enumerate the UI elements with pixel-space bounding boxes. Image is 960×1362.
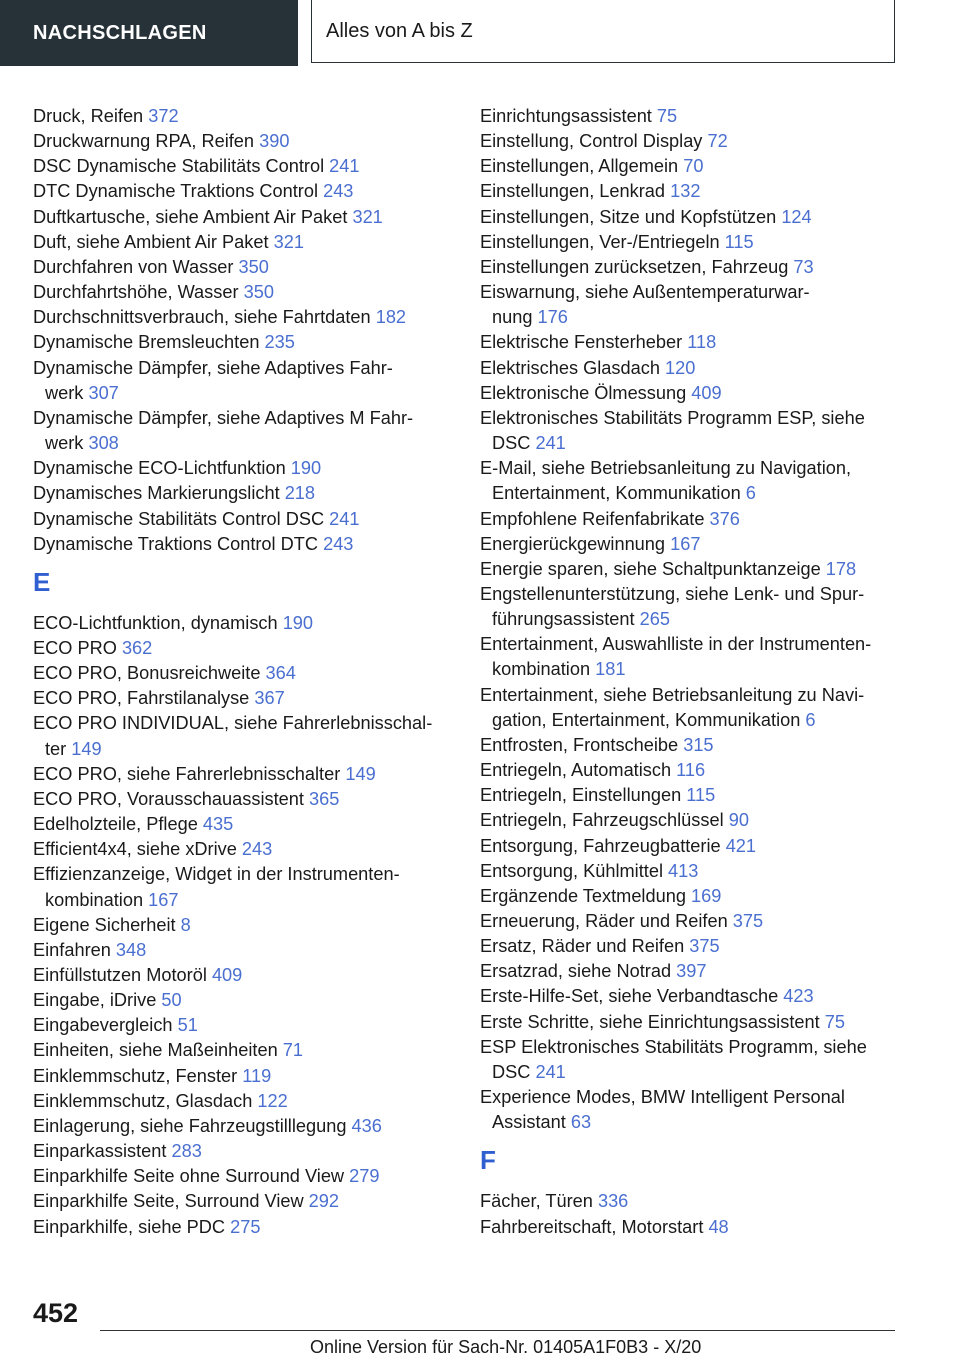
index-entry	[480, 406, 930, 456]
index-entry-text: DTC Dynamische Traktions Control	[33, 181, 324, 202]
index-entry	[33, 787, 473, 812]
index-entry-text: Einrichtungsassistent	[480, 106, 657, 126]
index-entry	[480, 154, 930, 179]
index-entry	[33, 661, 473, 686]
index-entry	[480, 330, 930, 355]
index-entry-text: Entsorgung, Fahrzeugbatterie	[480, 835, 726, 856]
index-entry-text: DSC	[492, 433, 536, 454]
index-entry	[33, 812, 473, 837]
chapter-title: Alles von A bis Z	[311, 0, 895, 63]
index-entry-text: ESP Elektronisches Stabilitäts Programm, siehe	[480, 1036, 867, 1057]
index-letter-heading: E	[33, 566, 51, 597]
index-entry-text: DSC	[492, 1061, 536, 1082]
index-entry-text: DSC Dynamische Stabilitäts Control	[33, 156, 330, 177]
page-reference-link[interactable]: 409	[691, 382, 722, 403]
index-entry	[33, 1189, 473, 1214]
page-reference-link[interactable]: 375	[732, 911, 764, 931]
index-entry-text: nung	[492, 307, 538, 328]
page-reference-link[interactable]: 376	[709, 508, 740, 529]
page-reference-link[interactable]: 75	[824, 1011, 845, 1032]
section-tab: NACHSCHLAGEN	[0, 0, 298, 66]
index-entry-text: Eiswarnung, siehe Außentemperaturwar-	[480, 282, 810, 303]
index-entry	[33, 129, 473, 154]
index-entry	[480, 230, 930, 255]
index-entry-text: Eingabe, iDrive	[33, 990, 162, 1011]
index-entry-text: Entertainment, Auswahlliste in der Instrumenten-	[480, 634, 872, 655]
page-reference-link[interactable]: 362	[121, 637, 153, 658]
index-entry-text: werk	[45, 382, 89, 403]
page-reference-link[interactable]: 435	[202, 814, 234, 835]
index-entry	[480, 104, 930, 129]
index-entry-text: Erste-Hilfe-Set, siehe Verbandtasche	[480, 986, 784, 1007]
index-entry-text: Einlagerung, siehe Fahrzeugstilllegung	[33, 1115, 352, 1136]
index-entry-text: Effizienzanzeige, Widget in der Instrumenten-	[33, 864, 400, 885]
index-entry-text: Einstellungen, Lenkrad	[480, 181, 671, 202]
page-number: 452	[33, 1298, 79, 1328]
index-entry	[480, 557, 930, 582]
page-reference-link[interactable]: 167	[670, 533, 701, 554]
page-reference-link[interactable]: 6	[745, 483, 756, 504]
index-entry-text: gation, Entertainment, Kommunikation	[492, 709, 806, 730]
index-entry	[480, 255, 930, 280]
page-reference-link[interactable]: 348	[115, 939, 147, 960]
index-entry	[33, 938, 473, 963]
page-reference-link[interactable]: 48	[708, 1216, 729, 1237]
index-entry	[33, 611, 473, 636]
index-entry-text: Entriegeln, Automatisch	[480, 760, 677, 781]
index-entry	[480, 205, 930, 230]
index-entry	[33, 179, 473, 204]
index-entry-text: Elektrisches Glasdach	[480, 357, 665, 378]
index-entry	[33, 230, 473, 255]
index-entry-text: Entertainment, Kommunikation	[492, 483, 746, 504]
index-entry	[480, 381, 930, 406]
index-entry-text: Druck, Reifen	[33, 106, 149, 126]
index-entry-text: Einparkassistent	[33, 1141, 172, 1162]
index-entry-text: Dynamische Bremsleuchten	[33, 332, 265, 353]
index-entry-text: Durchfahrtshöhe, Wasser	[33, 282, 244, 303]
index-letter-heading: F	[480, 1145, 496, 1176]
index-entry	[33, 406, 473, 456]
index-entry	[33, 711, 473, 761]
page-reference-link[interactable]: 124	[781, 206, 812, 227]
index-entry-text: werk	[45, 433, 89, 454]
page-reference-link[interactable]: 122	[257, 1090, 288, 1111]
footer-divider	[100, 1330, 895, 1331]
page-reference-link[interactable]: 397	[676, 961, 707, 982]
index-entry-text: Ersatzrad, siehe Notrad	[480, 961, 677, 982]
index-entry	[33, 1064, 473, 1089]
page-reference-link[interactable]: 182	[375, 307, 407, 328]
index-entry-text: E-Mail, siehe Betriebsanleitung zu Navigation,	[480, 458, 852, 479]
index-entry	[480, 1215, 930, 1240]
page-reference-link[interactable]: 241	[535, 1061, 566, 1082]
index-entry	[480, 934, 930, 959]
index-entry-text: Entertainment, siehe Betriebsanleitung zu Navi-	[480, 684, 865, 705]
page-reference-link[interactable]: 241	[535, 433, 566, 454]
index-entry	[33, 104, 473, 129]
index-entry	[33, 1013, 473, 1038]
index-entry-text: Entriegeln, Fahrzeugschlüssel	[480, 810, 729, 831]
index-entry	[480, 456, 930, 506]
index-entry-text: Erneuerung, Räder und Reifen	[480, 911, 733, 931]
index-entry	[480, 1035, 930, 1085]
index-entry-text: Elektronische Ölmessung	[480, 382, 692, 403]
page-reference-link[interactable]: 292	[308, 1191, 340, 1212]
index-entry-text: kombination	[45, 889, 149, 910]
page-reference-link[interactable]: 50	[161, 990, 182, 1011]
page-reference-link[interactable]: 243	[323, 181, 354, 202]
index-entry-text: Einklemmschutz, Glasdach	[33, 1090, 258, 1111]
index-entry-text: Durchschnittsverbrauch, siehe Fahrtdaten	[33, 307, 376, 328]
page-reference-link[interactable]: 176	[537, 307, 568, 328]
index-entry-text: Engstellenunterstützung, siehe Lenk- und Spur-	[480, 583, 865, 604]
index-entry	[33, 1089, 473, 1114]
page-reference-link[interactable]: 90	[728, 810, 749, 831]
page-reference-link[interactable]: 315	[683, 734, 714, 755]
page-reference-link[interactable]: 6	[805, 709, 816, 730]
index-entry-text: Assistant	[492, 1112, 571, 1133]
page-reference-link[interactable]: 132	[670, 181, 701, 202]
index-entry-text: Fächer, Türen	[480, 1191, 598, 1212]
index-entry-text: Einstellungen, Ver-/Entriegeln	[480, 231, 725, 252]
index-entry	[480, 758, 930, 783]
page-reference-link[interactable]: 265	[639, 609, 670, 630]
index-entry	[33, 330, 473, 355]
page-reference-link[interactable]: 149	[345, 763, 376, 784]
index-entry-text: Elektrische Fensterheber	[480, 332, 688, 353]
page-reference-link[interactable]: 167	[148, 889, 179, 910]
page-reference-link[interactable]: 181	[595, 659, 626, 680]
index-entry-text: ECO PRO, siehe Fahrerlebnisschalter	[33, 763, 346, 784]
index-entry	[33, 456, 473, 481]
index-entry-text: Erste Schritte, siehe Einrichtungsassistent	[480, 1011, 825, 1032]
page-reference-link[interactable]: 71	[282, 1040, 303, 1061]
index-entry	[33, 636, 473, 661]
page-reference-link[interactable]: 115	[724, 231, 754, 252]
index-entry-text: ECO PRO	[33, 637, 122, 658]
page-reference-link[interactable]: 75	[656, 106, 678, 126]
page-reference-link[interactable]: 120	[664, 357, 696, 378]
index-entry-text: Experience Modes, BMW Intelligent Personal	[480, 1087, 845, 1108]
index-entry-text: Einheiten, siehe Maßeinheiten	[33, 1040, 283, 1061]
index-entry-text: Fahrbereitschaft, Motorstart	[480, 1216, 709, 1237]
index-entry-text: ECO PRO, Vorausschauassistent	[33, 788, 309, 809]
page-reference-link[interactable]: 375	[689, 936, 720, 957]
index-entry-text: Dynamische ECO-Lichtfunktion	[33, 458, 291, 479]
index-entry	[33, 963, 473, 988]
index-entry	[480, 683, 930, 733]
page-reference-link[interactable]: 243	[241, 839, 273, 860]
index-entry-text: Einstellungen, Allgemein	[480, 156, 684, 177]
index-entry	[33, 1139, 473, 1164]
page-reference-link[interactable]: 51	[177, 1015, 198, 1036]
index-entry-text: Eigene Sicherheit	[33, 914, 181, 935]
footer-text: Online Version für Sach-Nr. 01405A1F0B3 - X/20	[310, 1337, 702, 1357]
page-reference-link[interactable]: 235	[264, 332, 295, 353]
page-reference-link[interactable]: 321	[352, 206, 383, 227]
index-entry-text: Eingabevergleich	[33, 1015, 178, 1036]
index-entry	[33, 913, 473, 938]
page-reference-link[interactable]: 279	[349, 1166, 380, 1187]
index-entry	[33, 154, 473, 179]
page-reference-link[interactable]: 283	[171, 1141, 202, 1162]
index-entry-text: ECO PRO, Fahrstilanalyse	[33, 688, 255, 709]
page-reference-link[interactable]: 190	[282, 612, 314, 633]
index-entry	[480, 959, 930, 984]
page-reference-link[interactable]: 218	[284, 483, 316, 504]
page-reference-link[interactable]: 241	[329, 156, 360, 177]
index-entry	[33, 532, 473, 557]
index-entry	[480, 507, 930, 532]
index-entry	[33, 1164, 473, 1189]
index-entry-text: Durchfahren von Wasser	[33, 256, 239, 277]
page-reference-link[interactable]: 364	[265, 663, 296, 684]
page-reference-link[interactable]: 275	[230, 1216, 261, 1237]
index-entry	[33, 255, 473, 280]
index-entry-text: kombination	[492, 659, 596, 680]
page-reference-link[interactable]: 149	[71, 738, 102, 759]
index-entry-text: Entsorgung, Kühlmittel	[480, 860, 669, 881]
index-entry-text: Einstellungen zurücksetzen, Fahrzeug	[480, 256, 794, 277]
page-reference-link[interactable]: 321	[273, 231, 304, 252]
page-reference-link[interactable]: 336	[597, 1191, 629, 1212]
index-entry-text: Druckwarnung RPA, Reifen	[33, 131, 260, 152]
page-reference-link[interactable]: 365	[308, 788, 340, 809]
page-reference-link[interactable]: 308	[88, 433, 119, 454]
page-reference-link[interactable]: 8	[180, 914, 191, 935]
page-reference-link[interactable]: 372	[148, 106, 179, 126]
index-entry	[480, 909, 930, 934]
index-entry	[480, 280, 930, 330]
index-entry-text: Ergänzende Textmeldung	[480, 885, 691, 906]
page-reference-link[interactable]: 190	[290, 458, 322, 479]
index-entry	[33, 862, 473, 912]
index-entry	[480, 1085, 930, 1135]
index-entry-text: Duft, siehe Ambient Air Paket	[33, 231, 274, 252]
page-reference-link[interactable]: 390	[259, 131, 290, 152]
page-reference-link[interactable]: 409	[211, 965, 243, 985]
index-entry	[33, 356, 473, 406]
index-entry-text: Einklemmschutz, Fenster	[33, 1065, 243, 1086]
index-entry	[480, 1010, 930, 1035]
index-entry	[480, 179, 930, 204]
index-entry-text: Ersatz, Räder und Reifen	[480, 936, 690, 957]
index-entry	[33, 507, 473, 532]
index-entry-text: Entriegeln, Einstellungen	[480, 785, 687, 806]
index-column-right	[480, 104, 930, 1240]
index-entry-text: Einfüllstutzen Motoröl	[33, 965, 212, 985]
index-entry-text: Entfrosten, Frontscheibe	[480, 734, 684, 755]
page-reference-link[interactable]: 241	[329, 508, 360, 529]
index-entry	[33, 280, 473, 305]
index-entry-text: führungsassistent	[492, 609, 640, 630]
index-entry-text: ECO-Lichtfunktion, dynamisch	[33, 612, 283, 633]
page-reference-link[interactable]: 436	[351, 1115, 382, 1136]
page-reference-link[interactable]: 367	[254, 688, 285, 709]
page-reference-link[interactable]: 169	[690, 885, 722, 906]
page-reference-link[interactable]: 73	[793, 256, 814, 277]
index-entry-text: ECO PRO, Bonusreichweite	[33, 663, 266, 684]
page-reference-link[interactable]: 350	[238, 256, 269, 277]
index-entry	[33, 686, 473, 711]
index-entry	[480, 984, 930, 1009]
index-entry-text: Einparkhilfe Seite ohne Surround View	[33, 1166, 350, 1187]
page-reference-link[interactable]: 70	[683, 156, 704, 177]
index-entry	[480, 808, 930, 833]
page-reference-link[interactable]: 350	[243, 282, 274, 303]
page-reference-link[interactable]: 115	[686, 785, 716, 806]
index-entry-text: Duftkartusche, siehe Ambient Air Paket	[33, 206, 353, 227]
index-entry-text: Einstellung, Control Display	[480, 131, 708, 152]
index-entry-text: Energierückgewinnung	[480, 533, 671, 554]
page-reference-link[interactable]: 119	[242, 1065, 272, 1086]
index-entry	[33, 837, 473, 862]
page-reference-link[interactable]: 116	[676, 760, 706, 781]
index-entry-text: Edelholzteile, Pflege	[33, 814, 203, 835]
index-entry	[480, 733, 930, 758]
index-entry	[33, 762, 473, 787]
index-entry	[480, 582, 930, 632]
index-entry	[480, 129, 930, 154]
index-entry	[33, 1038, 473, 1063]
page-reference-link[interactable]: 307	[88, 382, 119, 403]
index-entry-text: Efficient4x4, siehe xDrive	[33, 839, 242, 860]
index-entry-text: Einparkhilfe, siehe PDC	[33, 1216, 231, 1237]
page-reference-link[interactable]: 423	[783, 986, 814, 1007]
index-entry-text: Empfohlene Reifenfabrikate	[480, 508, 710, 529]
index-entry	[480, 859, 930, 884]
index-entry	[33, 988, 473, 1013]
index-entry-text: Einstellungen, Sitze und Kopfstützen	[480, 206, 782, 227]
index-column-left	[33, 104, 473, 1240]
page-reference-link[interactable]: 421	[725, 835, 757, 856]
index-entry	[480, 834, 930, 859]
index-entry-text: Einparkhilfe Seite, Surround View	[33, 1191, 309, 1212]
index-entry-text: Dynamische Dämpfer, siehe Adaptives Fahr-	[33, 357, 393, 378]
index-entry-text: Einfahren	[33, 939, 116, 960]
index-entry-text: Energie sparen, siehe Schaltpunktanzeige	[480, 558, 826, 579]
index-entry	[33, 481, 473, 506]
index-entry-text: Dynamische Traktions Control DTC	[33, 533, 324, 554]
index-entry	[480, 532, 930, 557]
index-entry-text: Dynamisches Markierungslicht	[33, 483, 285, 504]
index-entry	[33, 1114, 473, 1139]
index-entry	[480, 1189, 930, 1214]
index-entry	[33, 1215, 473, 1240]
index-entry-text: ECO PRO INDIVIDUAL, siehe Fahrerlebnisschal-	[33, 713, 433, 734]
index-entry-text: Dynamische Dämpfer, siehe Adaptives M Fahr-	[33, 407, 414, 428]
index-entry	[480, 884, 930, 909]
page-reference-link[interactable]: 178	[825, 558, 857, 579]
index-entry	[33, 305, 473, 330]
index-entry-text: ter	[45, 738, 72, 759]
index-entry	[480, 783, 930, 808]
page-reference-link[interactable]: 63	[570, 1112, 592, 1133]
index-entry	[480, 356, 930, 381]
index-entry	[33, 205, 473, 230]
page-reference-link[interactable]: 118	[687, 332, 717, 353]
index-entry-text: Dynamische Stabilitäts Control DSC	[33, 508, 330, 529]
page-reference-link[interactable]: 243	[323, 533, 354, 554]
index-entry	[480, 632, 930, 682]
index-entry-text: Elektronisches Stabilitäts Programm ESP, siehe	[480, 407, 865, 428]
page-header	[0, 0, 960, 66]
page-reference-link[interactable]: 72	[707, 131, 728, 152]
page-reference-link[interactable]: 413	[668, 860, 699, 881]
